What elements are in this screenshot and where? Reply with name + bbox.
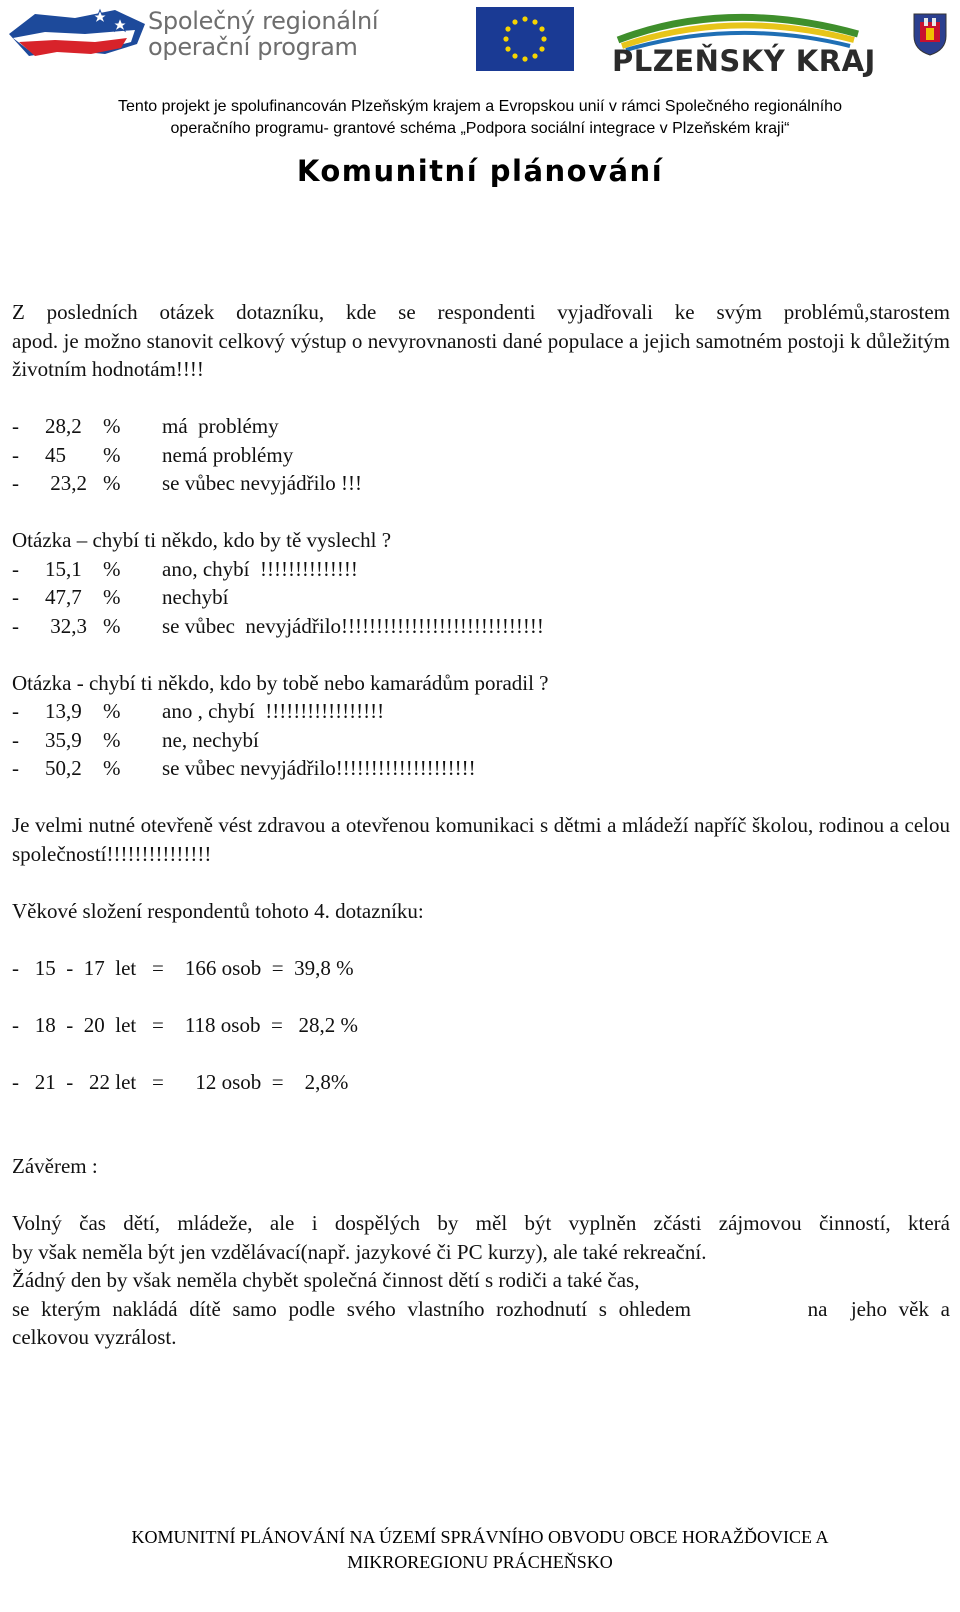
results-problems	[12, 412, 950, 498]
list-item: - 32,3 % se vůbec nevyjádřilo!!!!!!!!!!!!!!!!!!!!!!!!!!!!!	[12, 613, 544, 638]
question-2: Otázka – chybí ti někdo, kdo by tě vyslechl ?	[12, 528, 392, 552]
document-heading: Komunitní plánování	[296, 154, 664, 188]
age-row: - 15 - 17 let = 166 osob = 39,8 %	[12, 955, 354, 980]
srop-logo-text: Společný regionální operační program	[148, 7, 379, 61]
eu-flag-icon	[476, 7, 574, 71]
intro-line-1: Z posledních otázek dotazníku, kde se respondenti vyjadřovali ke svým problémů,starostem	[12, 300, 950, 324]
conclusion-line: celkovou vyzrálost.	[12, 1325, 177, 1349]
communication-paragraph: Je velmi nutné otevřeně vést zdravou a otevřenou komunikaci s dětmi a mládeží napříč školou, rodinou a celou společností!!!!!!!!!!!!!!!	[12, 813, 950, 866]
page-footer: KOMUNITNÍ PLÁNOVÁNÍ NA ÚZEMÍ SPRÁVNÍHO OBVODU OBCE HORAŽĎOVICE A MIKROREGIONU PRÁCHEŇSKO	[131, 1527, 829, 1572]
intro-paragraph: apod. je možno stanovit celkový výstup o nevyrovnanosti dané populace a jejich samotném postoji k důležitým životním hodnotám!!!!	[12, 328, 950, 381]
conclusion-line: by však neměla být jen vzdělávací(např. jazykové či PC kurzy), ale také rekreační.	[12, 1239, 707, 1264]
age-row: - 18 - 20 let = 118 osob = 28,2 %	[12, 1012, 359, 1037]
list-item: - 13,9 % ano , chybí !!!!!!!!!!!!!!!!!	[12, 699, 385, 723]
conclusion-line: Volný čas dětí, mládeže, ale i dospělých by měl být vyplněn zčásti zájmovou činností, která	[12, 1211, 950, 1235]
list-item: - 28,2 % má problémy	[12, 414, 279, 438]
list-item: - 23,2 % se vůbec nevyjádřilo !!!	[12, 471, 363, 495]
list-item: - 45 % nemá problémy	[12, 442, 294, 467]
page-header	[0, 0, 960, 90]
conclusion-heading: Závěrem :	[12, 1154, 98, 1178]
list-item: - 35,9 % ne, nechybí	[12, 727, 259, 752]
conclusion-line: Žádný den by však neměla chybět společná činnost dětí s rodiči a také čas,	[12, 1268, 640, 1292]
age-heading: Věkové složení respondentů tohoto 4. dotazníku:	[12, 898, 424, 923]
list-item: - 15,1 % ano, chybí !!!!!!!!!!!!!!	[12, 556, 358, 581]
list-item: - 50,2 % se vůbec nevyjádřilo!!!!!!!!!!!!!!!!!!!!	[12, 756, 476, 780]
results-question-2	[12, 555, 950, 641]
plzensky-kraj-logo: PLZEŇSKÝ KRAJ	[612, 44, 876, 78]
results-question-3	[12, 697, 950, 783]
plzen-crest-icon	[912, 10, 948, 56]
document-body	[12, 298, 950, 1352]
age-row: - 21 - 22 let = 12 osob = 2,8%	[12, 1069, 349, 1094]
list-item: - 47,7 % nechybí	[12, 585, 229, 609]
question-3: Otázka - chybí ti někdo, kdo by tobě nebo kamarádům poradil ?	[12, 670, 549, 695]
conclusion-line: se kterým nakládá dítě samo podle svého vlastního rozhodnutí s ohledem na jeho věk a	[12, 1296, 950, 1321]
project-funding-note: Tento projekt je spolufinancován Plzeňským krajem a Evropskou unií v rámci Společného regionálního operačního programu- grantové schéma „Podpora sociální integrace v Plzeňském kraji“	[118, 98, 842, 137]
